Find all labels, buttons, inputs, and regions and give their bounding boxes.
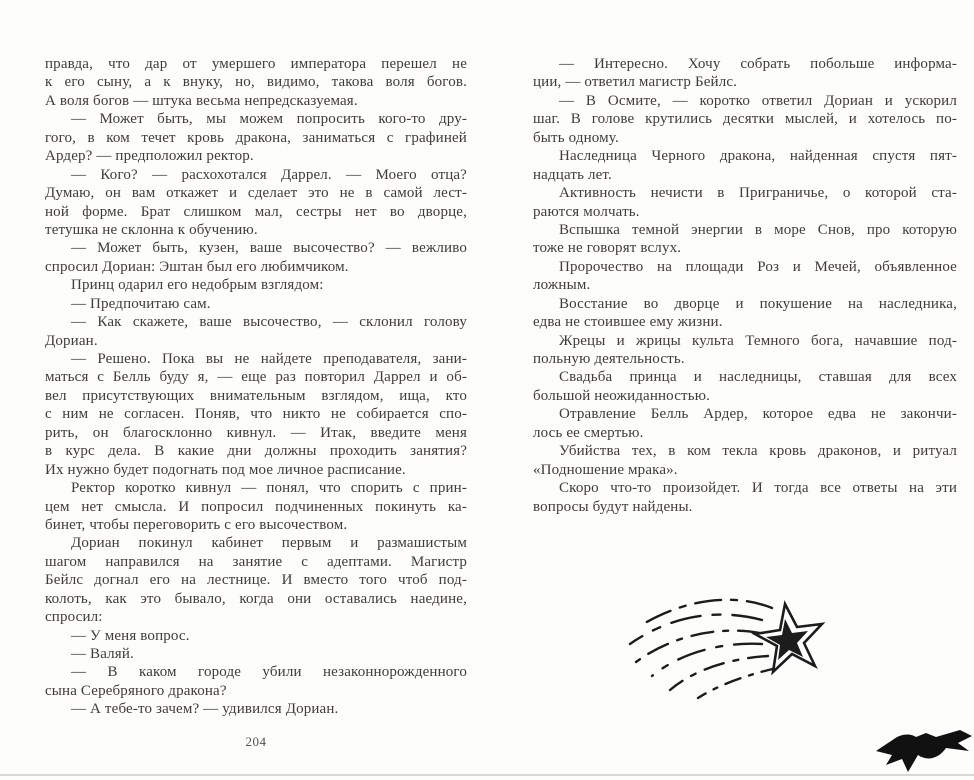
text-line: — Решено. Пока вы не найдете преподавателя, зани- [71, 351, 467, 367]
text-line: Скоро что-то произойдет. И тогда все ответы на эти [559, 480, 957, 497]
text-line: цем нет смысла. И попросил подчиненных покинуть ка- [45, 498, 467, 515]
text-line: — Валяй. [71, 646, 134, 662]
text-line: раются молчать. [533, 203, 640, 220]
text-line: едва не стоившее ему жизни. [533, 314, 723, 331]
text-line: ложным. [533, 277, 591, 294]
text-line: с ним не согласен. Поняв, что никто не собирается спо- [45, 406, 467, 423]
text-line: Жрецы и жрицы культа Темного бога, начавшие под- [559, 332, 957, 349]
text-line: лось ее смертью. [533, 424, 644, 441]
text-line: — А тебе-то зачем? — удивился Дориан. [71, 701, 339, 718]
text-line: спросил: [45, 609, 103, 626]
flying-dragon-silhouette-icon [872, 724, 974, 778]
text-line: шагом направился на занятие с адептами. Магистр [45, 553, 467, 570]
text-line: правда, что дар от умершего императора перешел не [45, 56, 467, 72]
text-line: «Подношение мрака». [533, 461, 678, 478]
text-line: сына Серебряного дракона? [45, 682, 227, 699]
text-line: Ардер? — предположил ректор. [45, 148, 254, 165]
text-line: тетушка не склонна к обучению. [45, 221, 258, 238]
text-line: — В каком городе убили незаконнорожденного [71, 664, 467, 681]
text-line: — Интересно. Хочу собрать побольше информа- [559, 56, 957, 72]
text-line: тоже не говорят вслух. [533, 240, 682, 257]
text-line: быть одному. [533, 129, 619, 146]
text-line: — Как скажете, ваше высочество, — склонил голову [71, 314, 467, 331]
text-line: Убийства тех, в ком текла кровь драконов, и ритуал [559, 443, 957, 460]
text-line: польную деятельность. [533, 351, 685, 367]
text-line: Дориан. [45, 332, 98, 349]
text-line: маться с Белль буду я, — еще раз повторил Даррел и об- [45, 369, 467, 386]
text-line: Думаю, он вам откажет и сделает это не в самой лест- [45, 185, 467, 202]
text-line: колоть, как это бывало, когда они оставались наедине, [45, 590, 467, 607]
text-line: вел присутствующих внимательным взглядом, ища, кто [45, 387, 467, 404]
text-line: в курс дела. В какие дни должны проходить занятия? [45, 443, 467, 460]
text-line: Бейлс догнал его на лестнице. И вместо того чтоб под- [45, 572, 467, 589]
text-line: Ректор коротко кивнул — понял, что спорить с прин- [71, 480, 467, 497]
text-line: Наследница Черного дракона, найденная спустя пят- [559, 148, 957, 165]
text-line: — У меня вопрос. [71, 627, 190, 644]
text-line: гого, в ком течет кровь дракона, заниматься с графиней [45, 129, 467, 146]
text-line: шаг. В голове крутились десятки мыслей, и хотелось по- [533, 111, 957, 128]
text-line: надцать лет. [533, 166, 612, 183]
text-line: Свадьба принца и наследницы, ставшая для всех [559, 369, 957, 386]
page-left-text-column [45, 55, 467, 719]
text-line: — Может быть, мы можем попросить кого-то дру- [71, 111, 467, 128]
text-line: спросил Дориан: Эштан был его любимчиком. [45, 258, 349, 275]
text-line: к его сыну, а к внуку, но, видимо, такова воля богов. [45, 74, 467, 91]
text-line: — Может быть, кузен, ваше высочество? — вежливо [71, 240, 467, 257]
text-line: Восстание во дворце и покушение на наследника, [559, 295, 957, 312]
text-line: Пророчество на площади Роз и Мечей, объявленное [559, 258, 957, 275]
text-line: бинет, чтобы переговорить с его высочеством. [45, 516, 348, 533]
page-bottom-edge-line [0, 774, 974, 776]
text-line: вопросы будут найдены. [533, 498, 693, 515]
text-line: Активность нечисти в Приграничье, о которой ста- [559, 185, 957, 202]
text-line: — В Осмите, — коротко ответил Дориан и ускорил [559, 92, 957, 109]
text-line: А воля богов — штука весьма непредсказуемая. [45, 92, 358, 109]
text-line: Их нужно будет подогнать под мое личное расписание. [45, 461, 406, 478]
shooting-star-icon [622, 578, 852, 713]
page-right-text-column [533, 55, 957, 516]
text-line: ции, — ответил магистр Бейлс. [533, 74, 738, 91]
text-line: Вспышка темной энергии в море Снов, про которую [559, 221, 957, 238]
text-line: — Кого? — расхохотался Даррел. — Моего отца? [71, 166, 467, 183]
text-line: ной форме. Брат слишком мал, сестры нет во дворце, [45, 203, 467, 220]
text-line: рить, он благосклонно кивнул. — Итак, введите меня [45, 424, 467, 441]
text-line: большой неожиданностью. [533, 387, 710, 404]
page-number: 204 [245, 734, 267, 749]
text-line: Дориан покинул кабинет первым и размашистым [71, 535, 467, 552]
text-line: Принц одарил его недобрым взглядом: [71, 277, 324, 294]
text-line: — Предпочитаю сам. [71, 295, 211, 312]
text-line: Отравление Белль Ардер, которое едва не закончи- [559, 406, 957, 423]
